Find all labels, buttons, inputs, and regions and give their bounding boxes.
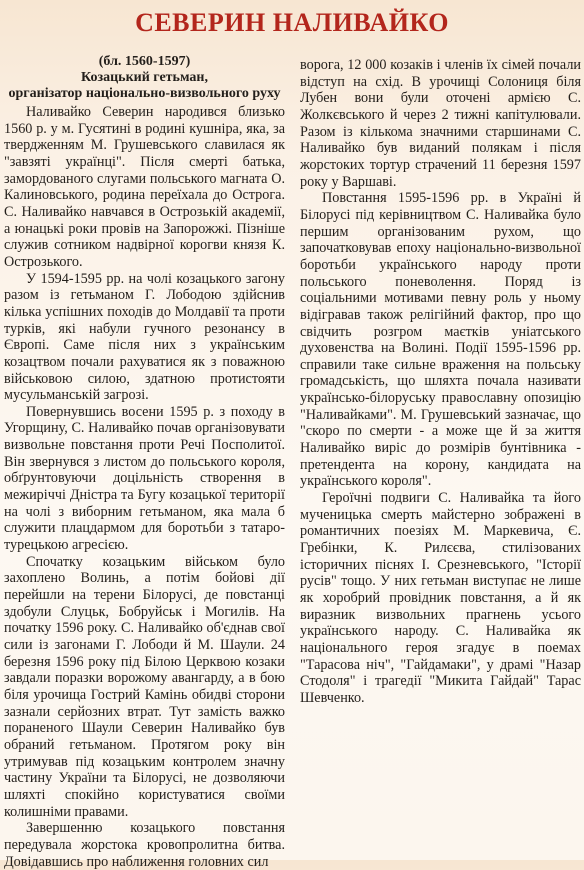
paragraph: Завершенню козацького повстання передувала жорстока кровопролитна битва. Довідавшись про наближення головних сил bbox=[4, 820, 285, 870]
paragraph: Спочатку козацьким військом було захоплено Волинь, а потім бойові дії перейшли на терени Білорусі, де повстанці здобули Слуцьк, Бобруйськ і Могилів. На початку 1596 року. С. Наливайко об'єднав свої сили із загонами Г. Лободи й М. Шаули. 24 березня 1596 року під Білою Церквою козаки завдали поразки ворожому авангарду, а в бою біля урочища Гострий Камінь обидві сторони зазнали серйозних втрат. Тут замість важко пораненого Шаули Северин Наливайко був обраний гетьманом. Протягом року він утримував під козацьким контролем значну частину України та Білорусі, не дозволяючи шляхті спокійно користуватися своїми колишніми правами. bbox=[4, 553, 285, 820]
paragraph: Повстання 1595-1596 рр. в Україні й Білорусі під керівництвом С. Наливайка було першим організованим рухом, що започатковував епоху національно-визвольної боротьби українського народу проти польського поневолення. Поряд із соціальними мотивами певну роль у ньому відігравав також релігійний фактор, про що свідчить розгром маєтків уніатського духовенства на Волині. Події 1595-1596 рр. справили таке сильне враження на польську громадськість, що шляхта почала називати українсько-білоруську православну опозицію "Наливайками". М. Грушевський зазначає, що "скоро по смерти - а може ще й за життя Наливайко виріс до розмірів бунтівника - претендента на корону, кандидата на українського короля". bbox=[300, 190, 581, 490]
life-dates: (бл. 1560-1597) bbox=[98, 54, 191, 69]
role-line-2: організатор національно-визвольного руху bbox=[8, 86, 281, 101]
subtitle-block bbox=[4, 54, 285, 102]
paragraph: У 1594-1595 рр. на чолі козацького загону разом із гетьманом Г. Лободою здійснив кілька успішних походів до Молдавії та проти турків, які набули гучного резонансу в Європі. Саме після них з українським козацтвом почали рахуватися як з поважною військовою силою, здатною протистояти мусульманській загрозі. bbox=[4, 270, 285, 404]
paragraph: Повернувшись восени 1595 р. з походу в Угорщину, С. Наливайко почав організовувати визвольне повстання проти Речі Посполитої. Він звернувся з листом до польського короля, обґрунтовуючи доцільність створення в межиріччі Дністра та Бугу козацької території на чолі з виборним гетьманом, яка мала б служити плацдармом для боротьби з татаро-турецькою агресією. bbox=[4, 403, 285, 554]
page-title: СЕВЕРИН НАЛИВАЙКО bbox=[135, 8, 449, 37]
paragraph: Героїчні подвиги С. Наливайка та його мученицька смерть майстерно зображені в романтичних поезіях М. Маркевича, Є. Гребінки, К. Рилєєва, стилізованих історичних піснях І. Срезневського, "Історії русів" тощо. У них гетьман виступає не лише як хоробрий провідник повстання, а й як виразник визвольних прагнень усього українського народу. С. Наливайка як національного героя згадує в поемах "Тарасова ніч", "Гайдамаки", у драмі "Назар Стодоля" і трагедії "Микита Гайдай" Тарас Шевченко. bbox=[300, 490, 581, 706]
role-line-1: Козацький гетьман, bbox=[81, 70, 208, 85]
paragraph: Наливайко Северин народився близько 1560 р. у м. Гусятині в родині кушніра, яка, за твердженням М. Грушевського славилася як "завзяті українці". Після смерті батька, замордованого слугами польського магната О. Калиновського, родина переїхала до Острога. С. Наливайко навчався в Острозькій академії, а юнацькі роки провів на Запорожжі. Пізніше служив сотником надвірної корогви князя К. Острозького. bbox=[4, 104, 285, 270]
left-column bbox=[4, 54, 285, 870]
right-column bbox=[300, 57, 581, 707]
paragraph-continued: ворога, 12 000 козаків і членів їх сімей почали відступ на схід. В урочищі Солониця біля Лубен вони були оточені армією С. Жолкєвського й через 2 тижні капітулювали. Разом із кількома значними старшинами С. Наливайко був виданий полякам і після жорстоких тортур страчений 11 березня 1597 року у Варшаві. bbox=[300, 57, 581, 190]
